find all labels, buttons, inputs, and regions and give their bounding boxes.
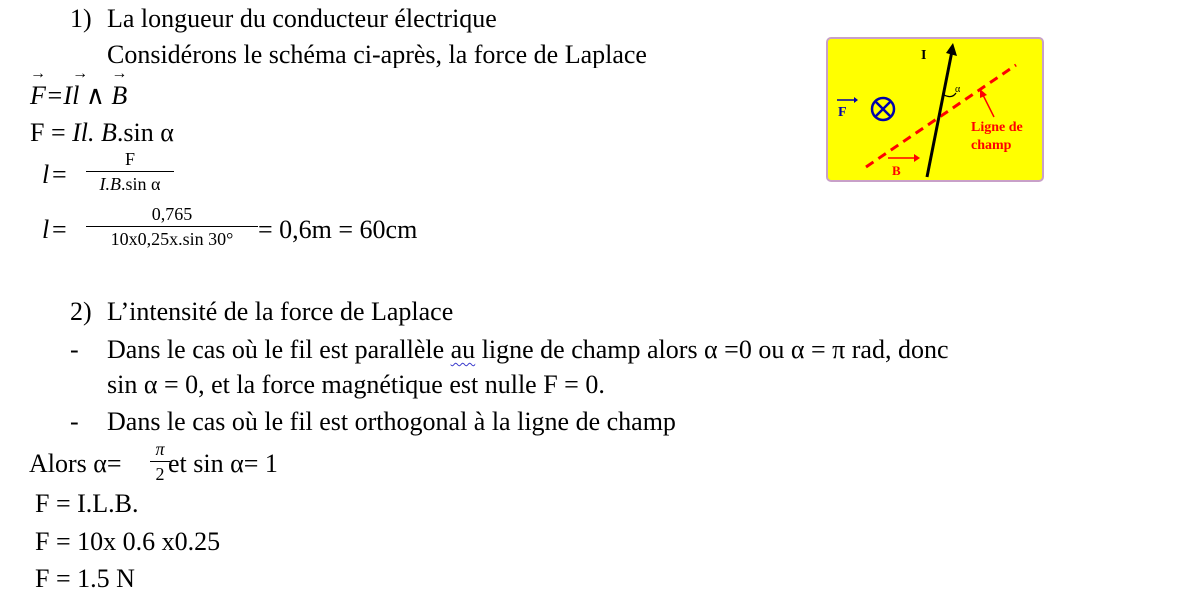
bullet1-dash: - xyxy=(70,335,79,364)
label-alpha: α xyxy=(955,84,961,95)
l-fraction-denominator: I.B.sin α xyxy=(86,171,174,193)
bullet1-line2: sin α = 0, et la force magnétique est nulle F = 0. xyxy=(107,370,605,399)
F-line1: F = I.L.B. xyxy=(35,489,139,518)
l2-fraction-denominator: 10x0,25x.sin 30° xyxy=(86,226,258,248)
section1-number: 1) xyxy=(70,4,92,33)
bullet2-dash: - xyxy=(70,407,79,436)
alors-after: et sin α= 1 xyxy=(168,449,278,478)
label-field-line1: Ligne de xyxy=(971,120,1023,135)
l2-fraction-numerator: 0,765 xyxy=(151,204,193,224)
diagram-background xyxy=(827,38,1043,181)
label-I: I xyxy=(921,48,927,63)
l2-result: = 0,6m = 60cm xyxy=(258,215,418,244)
vector-F: → F xyxy=(30,83,46,109)
vector-eq: =I xyxy=(45,81,73,110)
label-field-line2: champ xyxy=(971,138,1012,153)
l2-formula-eq: = xyxy=(52,215,67,244)
l2-fraction xyxy=(86,205,258,248)
alors-num: π xyxy=(155,439,165,459)
alors-before: Alors α= xyxy=(29,449,122,478)
section1-heading: La longueur du conducteur électrique xyxy=(107,4,497,33)
label-F: F xyxy=(838,105,847,120)
bullet1-text: Dans le cas où le fil est parallèle au ligne de champ alors α =0 ou α = π rad, donc xyxy=(107,335,949,364)
vector-l: → l xyxy=(72,83,79,109)
vector-B: → B xyxy=(111,83,127,109)
alors-den: 2 xyxy=(150,461,170,483)
laplace-diagram xyxy=(826,37,1044,182)
scalar-Il: Il. B xyxy=(72,118,117,147)
section2-number: 2) xyxy=(70,297,92,326)
l-formula-left: l xyxy=(42,160,50,189)
alors-fraction xyxy=(150,440,170,483)
scalar-right: .sin α xyxy=(116,118,174,147)
label-B: B xyxy=(892,163,901,178)
l2-formula-left: l xyxy=(42,215,50,244)
section1-intro: Considérons le schéma ci-après, la force de Laplace xyxy=(107,42,647,68)
l-fraction xyxy=(86,150,174,193)
wavy-word: au xyxy=(450,335,476,364)
bullet2-text: Dans le cas où le fil est orthogonal à la ligne de champ xyxy=(107,407,676,436)
vector-wedge: ∧ xyxy=(79,81,112,110)
vector-formula xyxy=(30,83,127,109)
l-fraction-numerator: F xyxy=(124,149,135,169)
l-formula-eq: = xyxy=(52,160,67,189)
section2-heading: L’intensité de la force de Laplace xyxy=(107,297,454,326)
F-line2: F = 10x 0.6 x0.25 xyxy=(35,527,221,556)
scalar-left: F = xyxy=(30,118,73,147)
F-line3: F = 1.5 N xyxy=(35,564,135,593)
scalar-formula xyxy=(30,120,174,146)
